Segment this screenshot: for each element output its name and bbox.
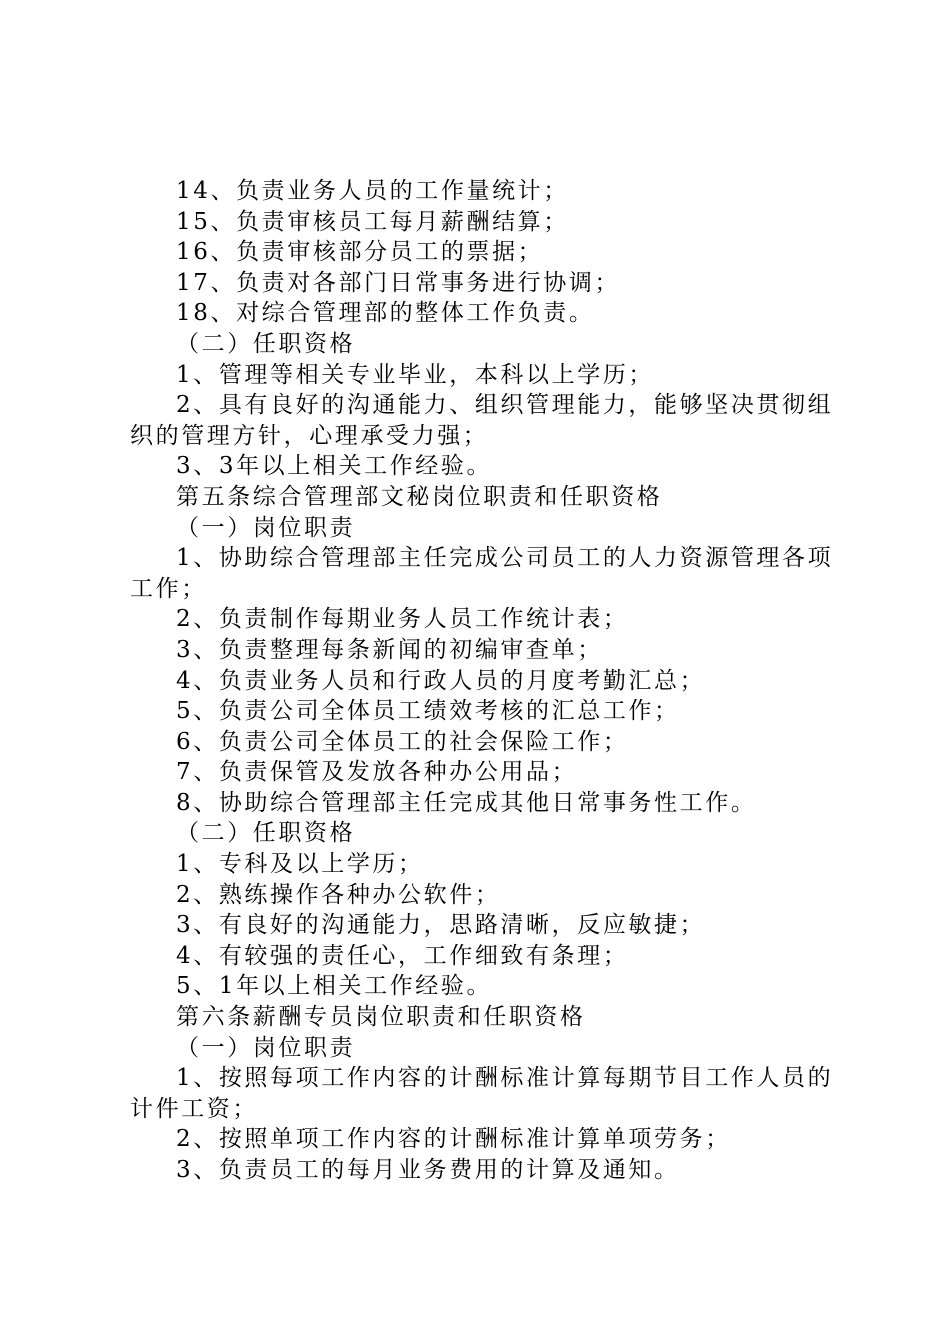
list-item: 1、协助综合管理部主任完成公司员工的人力资源管理各项工作；	[130, 545, 834, 602]
list-item: 3、有良好的沟通能力，思路清晰，反应敏捷；	[176, 912, 706, 939]
list-item: 1、管理等相关专业毕业，本科以上学历；	[176, 361, 655, 388]
list-item: 18、对综合管理部的整体工作负责。	[176, 300, 595, 327]
list-item: 16、负责审核部分员工的票据；	[176, 239, 544, 266]
section-subheading: （二）任职资格	[176, 330, 356, 357]
list-item: 17、负责对各部门日常事务进行协调；	[176, 269, 621, 296]
list-item: 1、专科及以上学历；	[176, 851, 424, 878]
list-item: 2、熟练操作各种办公软件；	[176, 881, 501, 908]
list-item: 15、负责审核员工每月薪酬结算；	[176, 208, 569, 235]
section-subheading: （一）岗位职责	[176, 514, 356, 541]
list-item: 8、协助综合管理部主任完成其他日常事务性工作。	[176, 789, 757, 816]
list-item: 4、有较强的责任心，工作细致有条理；	[176, 942, 629, 969]
list-item: 14、负责业务人员的工作量统计；	[176, 178, 569, 204]
list-item: 3、3年以上相关工作经验。	[176, 453, 493, 480]
list-item: 2、具有良好的沟通能力、组织管理能力，能够坚决贯彻组织的管理方针，心理承受力强；	[130, 392, 834, 449]
article-heading: 第五条综合管理部文秘岗位职责和任职资格	[176, 483, 663, 510]
list-item: 2、负责制作每期业务人员工作统计表；	[176, 606, 629, 633]
article-heading: 第六条薪酬专员岗位职责和任职资格	[176, 1004, 586, 1031]
section-subheading: （二）任职资格	[176, 820, 356, 847]
list-item: 6、负责公司全体员工的社会保险工作；	[176, 728, 629, 755]
document-body	[130, 176, 835, 1186]
section-subheading: （一）岗位职责	[176, 1034, 356, 1061]
list-item: 4、负责业务人员和行政人员的月度考勤汇总；	[176, 667, 706, 694]
list-item: 2、按照单项工作内容的计酬标准计算单项劳务；	[176, 1126, 731, 1153]
list-item: 1、按照每项工作内容的计酬标准计算每期节目工作人员的计件工资；	[130, 1065, 834, 1122]
list-item: 5、负责公司全体员工绩效考核的汇总工作；	[176, 698, 680, 725]
list-item: 5、1年以上相关工作经验。	[176, 973, 493, 1000]
list-item: 3、负责员工的每月业务费用的计算及通知。	[176, 1157, 680, 1183]
list-item: 7、负责保管及发放各种办公用品；	[176, 759, 578, 786]
list-item: 3、负责整理每条新闻的初编审查单；	[176, 636, 603, 663]
